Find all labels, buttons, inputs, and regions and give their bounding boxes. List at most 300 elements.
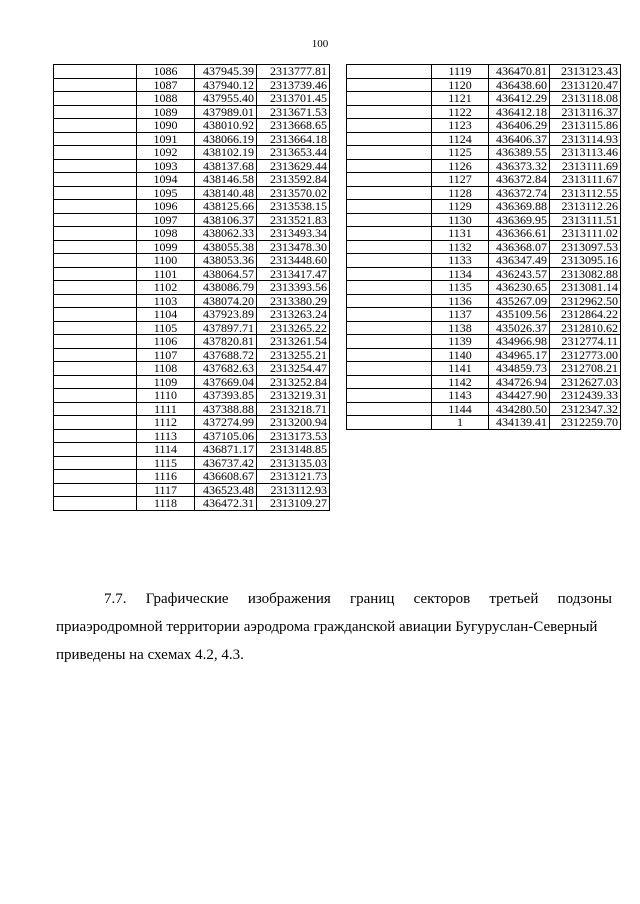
coordinate-x: 436243.57 (489, 267, 550, 281)
table-row (347, 173, 621, 187)
point-number: 1126 (432, 159, 489, 173)
blank-cell (347, 92, 432, 106)
table-row (54, 375, 330, 389)
point-number: 1092 (137, 146, 195, 160)
coordinate-x: 436412.29 (489, 92, 550, 106)
blank-cell (347, 389, 432, 403)
coordinate-y: 2313123.43 (550, 65, 621, 79)
blank-cell (54, 227, 137, 241)
coordinate-y: 2313081.14 (550, 281, 621, 295)
table-row (347, 321, 621, 335)
coordinate-y: 2313219.31 (257, 389, 330, 403)
coordinate-y: 2313668.65 (257, 119, 330, 133)
coordinate-y: 2313629.44 (257, 159, 330, 173)
point-number: 1097 (137, 213, 195, 227)
paragraph-first-line (56, 585, 612, 613)
point-number: 1107 (137, 348, 195, 362)
blank-cell (54, 443, 137, 457)
blank-cell (54, 254, 137, 268)
table-row (54, 119, 330, 133)
point-number: 1125 (432, 146, 489, 160)
coordinate-y: 2313121.73 (257, 470, 330, 484)
coordinate-y: 2312962.50 (550, 294, 621, 308)
blank-cell (347, 308, 432, 322)
table-row (54, 443, 330, 457)
coordinate-x: 438074.20 (195, 294, 257, 308)
table-row (347, 92, 621, 106)
coordinate-y: 2313380.29 (257, 294, 330, 308)
coordinate-x: 436372.74 (489, 186, 550, 200)
table-row (347, 348, 621, 362)
table-row (347, 65, 621, 79)
table-row (347, 402, 621, 416)
coordinate-y: 2313116.37 (550, 105, 621, 119)
coordinate-x: 436470.81 (489, 65, 550, 79)
coordinate-y: 2313082.88 (550, 267, 621, 281)
table-row (54, 213, 330, 227)
coordinate-y: 2312864.22 (550, 308, 621, 322)
table-row (54, 402, 330, 416)
coordinate-y: 2313263.24 (257, 308, 330, 322)
blank-cell (347, 78, 432, 92)
blank-cell (54, 92, 137, 106)
coordinate-y: 2313538.15 (257, 200, 330, 214)
paragraph-word: изображения (247, 591, 331, 607)
point-number: 1140 (432, 348, 489, 362)
table-row (347, 294, 621, 308)
coordinate-x: 435026.37 (489, 321, 550, 335)
blank-cell (54, 240, 137, 254)
point-number: 1090 (137, 119, 195, 133)
point-number: 1138 (432, 321, 489, 335)
point-number: 1112 (137, 416, 195, 430)
point-number: 1124 (432, 132, 489, 146)
table-row (347, 159, 621, 173)
blank-cell (54, 78, 137, 92)
coordinate-y: 2313111.69 (550, 159, 621, 173)
blank-cell (347, 227, 432, 241)
table-row (54, 254, 330, 268)
coordinates-table-right (346, 64, 621, 430)
blank-cell (347, 186, 432, 200)
point-number: 1104 (137, 308, 195, 322)
table-row (54, 362, 330, 376)
coordinate-y: 2313112.26 (550, 200, 621, 214)
point-number: 1143 (432, 389, 489, 403)
coordinate-y: 2312259.70 (550, 416, 621, 430)
coordinate-x: 436406.37 (489, 132, 550, 146)
point-number: 1136 (432, 294, 489, 308)
point-number: 1121 (432, 92, 489, 106)
coordinate-x: 437820.81 (195, 335, 257, 349)
point-number: 1133 (432, 254, 489, 268)
table-row (54, 159, 330, 173)
table-row (54, 389, 330, 403)
coordinate-x: 434139.41 (489, 416, 550, 430)
coordinate-x: 437274.99 (195, 416, 257, 430)
point-number: 1101 (137, 267, 195, 281)
point-number: 1095 (137, 186, 195, 200)
coordinate-x: 434427.90 (489, 389, 550, 403)
coordinate-y: 2313111.02 (550, 227, 621, 241)
table-row (347, 227, 621, 241)
point-number: 1127 (432, 173, 489, 187)
blank-cell (54, 375, 137, 389)
table-row (54, 416, 330, 430)
coordinate-y: 2313115.86 (550, 119, 621, 133)
blank-cell (54, 308, 137, 322)
point-number: 1130 (432, 213, 489, 227)
coordinate-x: 438106.37 (195, 213, 257, 227)
paragraph-line-3: приведены на схемах 4.2, 4.3. (56, 647, 244, 663)
blank-cell (54, 429, 137, 443)
table-row (54, 335, 330, 349)
coordinate-x: 435109.56 (489, 308, 550, 322)
coordinate-y: 2313113.46 (550, 146, 621, 160)
table-row (54, 281, 330, 295)
table-row (54, 173, 330, 187)
coordinate-x: 438140.48 (195, 186, 257, 200)
blank-cell (347, 281, 432, 295)
paragraph-word: Графические (145, 591, 229, 607)
point-number: 1086 (137, 65, 195, 79)
point-number: 1123 (432, 119, 489, 133)
coordinate-y: 2313111.67 (550, 173, 621, 187)
blank-cell (347, 132, 432, 146)
coordinate-x: 436523.48 (195, 483, 257, 497)
blank-cell (54, 186, 137, 200)
blank-cell (54, 105, 137, 119)
table-row (54, 132, 330, 146)
coordinate-x: 437923.89 (195, 308, 257, 322)
table-row (347, 186, 621, 200)
coordinate-y: 2313671.53 (257, 105, 330, 119)
table-row (347, 213, 621, 227)
table-row (347, 416, 621, 430)
table-row (54, 456, 330, 470)
blank-cell (54, 200, 137, 214)
coordinate-x: 438137.68 (195, 159, 257, 173)
point-number: 1105 (137, 321, 195, 335)
coordinate-y: 2313109.27 (257, 497, 330, 511)
table-row (54, 78, 330, 92)
coordinate-x: 437669.04 (195, 375, 257, 389)
table-row (347, 308, 621, 322)
point-number: 1122 (432, 105, 489, 119)
coordinate-x: 437989.01 (195, 105, 257, 119)
coordinate-x: 436406.29 (489, 119, 550, 133)
coordinate-x: 438146.58 (195, 173, 257, 187)
coordinate-x: 437688.72 (195, 348, 257, 362)
coordinate-x: 436369.88 (489, 200, 550, 214)
table-row (54, 65, 330, 79)
blank-cell (54, 321, 137, 335)
coordinate-y: 2312810.62 (550, 321, 621, 335)
coordinate-x: 434859.73 (489, 362, 550, 376)
coordinate-y: 2313120.47 (550, 78, 621, 92)
coordinate-x: 436372.84 (489, 173, 550, 187)
point-number: 1134 (432, 267, 489, 281)
coordinate-x: 437105.06 (195, 429, 257, 443)
coordinate-x: 438125.66 (195, 200, 257, 214)
coordinate-y: 2313097.53 (550, 240, 621, 254)
blank-cell (347, 348, 432, 362)
blank-cell (347, 173, 432, 187)
blank-cell (54, 132, 137, 146)
table-row (347, 389, 621, 403)
point-number: 1115 (137, 456, 195, 470)
paragraph-word: 7.7. (104, 591, 127, 607)
coordinate-x: 438102.19 (195, 146, 257, 160)
table-row (347, 254, 621, 268)
coordinate-y: 2313135.03 (257, 456, 330, 470)
point-number: 1088 (137, 92, 195, 106)
blank-cell (54, 213, 137, 227)
coordinate-y: 2312773.00 (550, 348, 621, 362)
table-row (347, 105, 621, 119)
blank-cell (54, 267, 137, 281)
blank-cell (54, 497, 137, 511)
paragraph-word: третьей (489, 591, 539, 607)
point-number: 1139 (432, 335, 489, 349)
table-row (54, 348, 330, 362)
blank-cell (347, 267, 432, 281)
coordinate-y: 2312708.21 (550, 362, 621, 376)
coordinate-y: 2313114.93 (550, 132, 621, 146)
coordinate-y: 2313254.47 (257, 362, 330, 376)
coordinate-y: 2313777.81 (257, 65, 330, 79)
blank-cell (347, 321, 432, 335)
table-row (54, 470, 330, 484)
coordinate-y: 2313493.34 (257, 227, 330, 241)
blank-cell (54, 416, 137, 430)
coordinate-y: 2313200.94 (257, 416, 330, 430)
point-number: 1110 (137, 389, 195, 403)
coordinate-x: 438062.33 (195, 227, 257, 241)
blank-cell (347, 335, 432, 349)
blank-cell (347, 362, 432, 376)
table-row (347, 200, 621, 214)
coordinate-x: 438066.19 (195, 132, 257, 146)
coordinate-y: 2313570.02 (257, 186, 330, 200)
coordinate-x: 438053.36 (195, 254, 257, 268)
point-number: 1096 (137, 200, 195, 214)
blank-cell (347, 240, 432, 254)
coordinate-x: 437682.63 (195, 362, 257, 376)
table-row (54, 294, 330, 308)
point-number: 1119 (432, 65, 489, 79)
point-number: 1103 (137, 294, 195, 308)
table-row (347, 132, 621, 146)
point-number: 1132 (432, 240, 489, 254)
table-row (347, 146, 621, 160)
blank-cell (54, 335, 137, 349)
table-row (54, 92, 330, 106)
blank-cell (347, 119, 432, 133)
paragraph-word: подзоны (557, 591, 612, 607)
coordinate-x: 436389.55 (489, 146, 550, 160)
coordinate-y: 2313739.46 (257, 78, 330, 92)
coordinate-x: 436369.95 (489, 213, 550, 227)
point-number: 1109 (137, 375, 195, 389)
coordinate-y: 2313112.93 (257, 483, 330, 497)
coordinate-y: 2313095.16 (550, 254, 621, 268)
blank-cell (54, 119, 137, 133)
coordinate-x: 434966.98 (489, 335, 550, 349)
coordinate-x: 437393.85 (195, 389, 257, 403)
page-number: 100 (311, 38, 329, 50)
table-row (54, 321, 330, 335)
coordinate-x: 437940.12 (195, 78, 257, 92)
coordinate-x: 436366.61 (489, 227, 550, 241)
point-number: 1117 (137, 483, 195, 497)
point-number: 1094 (137, 173, 195, 187)
coordinate-y: 2313653.44 (257, 146, 330, 160)
coordinate-y: 2312347.32 (550, 402, 621, 416)
point-number: 1129 (432, 200, 489, 214)
paragraph-word: секторов (413, 591, 471, 607)
blank-cell (54, 146, 137, 160)
coordinate-y: 2313255.21 (257, 348, 330, 362)
point-number: 1100 (137, 254, 195, 268)
blank-cell (54, 402, 137, 416)
coordinate-x: 437955.40 (195, 92, 257, 106)
coordinate-x: 437388.88 (195, 402, 257, 416)
point-number: 1142 (432, 375, 489, 389)
coordinate-x: 436472.31 (195, 497, 257, 511)
table-row (347, 362, 621, 376)
coordinate-y: 2313417.47 (257, 267, 330, 281)
coordinate-x: 434280.50 (489, 402, 550, 416)
blank-cell (54, 348, 137, 362)
coordinate-y: 2313173.53 (257, 429, 330, 443)
blank-cell (347, 213, 432, 227)
coordinate-y: 2312627.03 (550, 375, 621, 389)
blank-cell (54, 483, 137, 497)
table-row (347, 375, 621, 389)
blank-cell (347, 294, 432, 308)
coordinate-y: 2313252.84 (257, 375, 330, 389)
point-number: 1144 (432, 402, 489, 416)
point-number: 1118 (137, 497, 195, 511)
blank-cell (54, 456, 137, 470)
table-row (347, 240, 621, 254)
coordinate-y: 2313112.55 (550, 186, 621, 200)
point-number: 1114 (137, 443, 195, 457)
point-number: 1 (432, 416, 489, 430)
coordinate-y: 2313478.30 (257, 240, 330, 254)
point-number: 1108 (137, 362, 195, 376)
point-number: 1099 (137, 240, 195, 254)
table-row (54, 497, 330, 511)
coordinate-x: 437945.39 (195, 65, 257, 79)
coordinate-x: 436373.32 (489, 159, 550, 173)
table-row (54, 308, 330, 322)
paragraph-line-2: приаэродромной территории аэродрома гражданской авиации Бугуруслан-Северный (56, 619, 598, 635)
coordinate-x: 438064.57 (195, 267, 257, 281)
table-row (347, 78, 621, 92)
coordinate-y: 2313701.45 (257, 92, 330, 106)
coordinate-x: 434726.94 (489, 375, 550, 389)
coordinate-y: 2313592.84 (257, 173, 330, 187)
point-number: 1131 (432, 227, 489, 241)
coordinate-x: 436871.17 (195, 443, 257, 457)
point-number: 1089 (137, 105, 195, 119)
point-number: 1116 (137, 470, 195, 484)
blank-cell (347, 254, 432, 268)
blank-cell (347, 65, 432, 79)
blank-cell (347, 159, 432, 173)
blank-cell (54, 65, 137, 79)
point-number: 1106 (137, 335, 195, 349)
blank-cell (54, 362, 137, 376)
coordinate-y: 2313118.08 (550, 92, 621, 106)
point-number: 1093 (137, 159, 195, 173)
blank-cell (347, 375, 432, 389)
table-row (54, 200, 330, 214)
blank-cell (54, 173, 137, 187)
coordinate-x: 438055.38 (195, 240, 257, 254)
blank-cell (54, 281, 137, 295)
coordinate-x: 437897.71 (195, 321, 257, 335)
coordinate-y: 2313448.60 (257, 254, 330, 268)
coordinate-y: 2313393.56 (257, 281, 330, 295)
table-row (54, 267, 330, 281)
coordinate-x: 438010.92 (195, 119, 257, 133)
point-number: 1141 (432, 362, 489, 376)
blank-cell (54, 294, 137, 308)
coordinate-y: 2313265.22 (257, 321, 330, 335)
blank-cell (347, 402, 432, 416)
coordinate-x: 436230.65 (489, 281, 550, 295)
point-number: 1137 (432, 308, 489, 322)
blank-cell (347, 416, 432, 430)
table-row (347, 267, 621, 281)
table-row (54, 429, 330, 443)
table-row (54, 186, 330, 200)
table-row (347, 281, 621, 295)
coordinate-x: 436608.67 (195, 470, 257, 484)
point-number: 1111 (137, 402, 195, 416)
blank-cell (347, 105, 432, 119)
table-row (347, 335, 621, 349)
coordinate-y: 2313111.51 (550, 213, 621, 227)
coordinates-table-left (53, 64, 330, 511)
coordinate-x: 438086.79 (195, 281, 257, 295)
coordinate-y: 2313664.18 (257, 132, 330, 146)
paragraph-word: границ (349, 591, 395, 607)
blank-cell (54, 470, 137, 484)
coordinate-y: 2313148.85 (257, 443, 330, 457)
coordinate-y: 2313261.54 (257, 335, 330, 349)
blank-cell (347, 200, 432, 214)
point-number: 1120 (432, 78, 489, 92)
table-row (54, 240, 330, 254)
point-number: 1113 (137, 429, 195, 443)
coordinate-x: 436737.42 (195, 456, 257, 470)
coordinate-x: 434965.17 (489, 348, 550, 362)
section-paragraph (56, 585, 612, 669)
point-number: 1087 (137, 78, 195, 92)
point-number: 1135 (432, 281, 489, 295)
coordinate-y: 2312774.11 (550, 335, 621, 349)
point-number: 1098 (137, 227, 195, 241)
table-row (54, 146, 330, 160)
blank-cell (54, 389, 137, 403)
point-number: 1091 (137, 132, 195, 146)
point-number: 1128 (432, 186, 489, 200)
coordinate-y: 2313218.71 (257, 402, 330, 416)
